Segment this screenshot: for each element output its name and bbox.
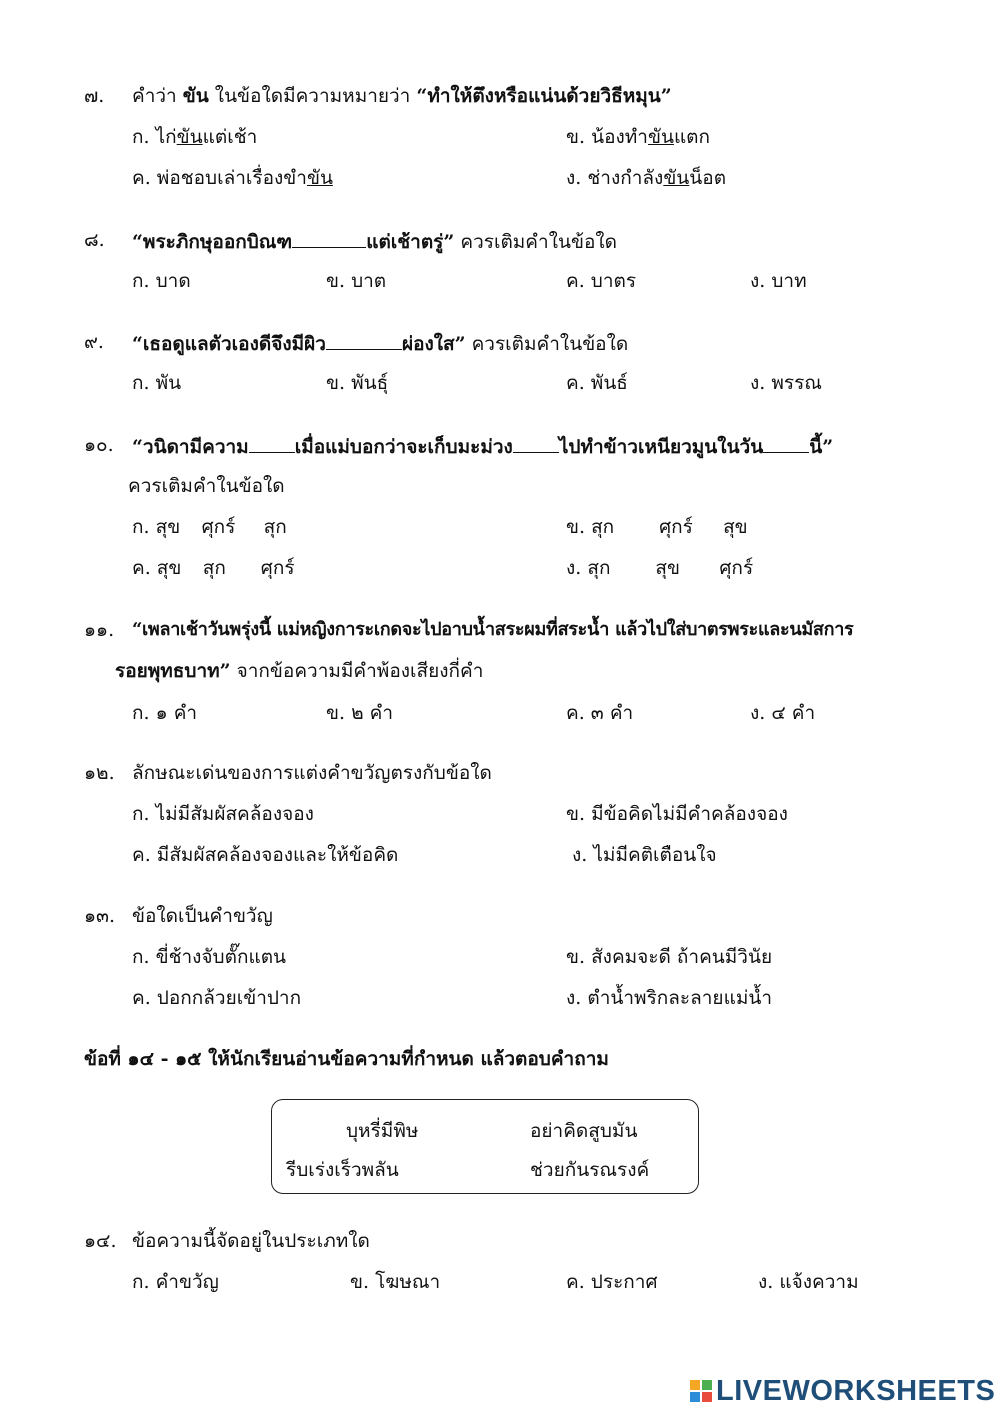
question-14-stem: ข้อความนี้จัดอยู่ในประเภทใด [132, 1230, 370, 1252]
question-7-number: ๗. [84, 85, 105, 107]
q7-option-b[interactable] [566, 124, 710, 150]
option-text: พันธุ์ [351, 372, 389, 394]
option-word: ศุกร์ [260, 557, 295, 579]
question-13-stem: ข้อใดเป็นคำขวัญ [132, 905, 273, 927]
stem-text: “พระภิกษุออกบิณฑ [132, 231, 293, 253]
question-11-number: ๑๑. [84, 619, 115, 641]
stem-text: “เธอดูแลตัวเองดีจึงมีผิว [132, 333, 326, 355]
option-text: พรรณ [771, 372, 822, 394]
q12-option-c[interactable] [132, 842, 398, 868]
option-text: ๓ คำ [590, 702, 634, 724]
option-label: ข. [566, 126, 586, 148]
slogan-line1-part2: อย่าคิดสูบมัน [530, 1120, 638, 1142]
option-label: ค. [132, 167, 151, 189]
slogan-line1-part1: บุหรี่มีพิษ [346, 1120, 419, 1142]
liveworksheets-logo[interactable] [690, 1374, 995, 1408]
option-word: สุข [156, 557, 182, 579]
option-label: ค. [566, 372, 585, 394]
stem-text: ควรเติมคำในข้อใด [454, 231, 617, 253]
stem-text: นี้” [809, 436, 834, 458]
answer-blank[interactable] [292, 227, 366, 248]
option-label: ง. [566, 557, 582, 579]
option-text: ตำน้ำพริกละลายแม่น้ำ [587, 987, 772, 1009]
option-text: ไม่มีคติเตือนใจ [593, 844, 717, 866]
q12-option-b[interactable] [566, 801, 788, 827]
option-word: สุก [263, 516, 287, 538]
option-text: ปอกกล้วยเข้าปาก [156, 987, 302, 1009]
question-14-number: ๑๔. [84, 1230, 117, 1252]
option-text: ๔ คำ [771, 702, 816, 724]
option-text: สังคมจะดี ถ้าคนมีวินัย [591, 946, 773, 968]
question-9-stem [132, 329, 628, 357]
option-underlined-word: ขัน [663, 167, 690, 189]
logo-square-icon [690, 1380, 700, 1390]
option-label: ง. [750, 372, 766, 394]
q8-option-a[interactable] [132, 268, 191, 294]
q7-option-c[interactable] [132, 165, 333, 191]
slogan-line2-part1: รีบเร่งเร็วพลัน [286, 1159, 399, 1181]
q10-option-a[interactable] [132, 514, 287, 540]
q11-option-b[interactable] [326, 700, 393, 726]
stem-keyword: ขัน [182, 85, 209, 107]
q10-option-c[interactable] [132, 555, 295, 581]
option-label: ข. [326, 372, 346, 394]
q13-option-b[interactable] [566, 944, 772, 970]
option-text: แตก [673, 126, 711, 148]
stem-text: ผ่องใส” [401, 333, 466, 355]
question-8-stem [132, 227, 617, 255]
option-text: บาท [771, 270, 807, 292]
option-label: ก. [132, 1271, 150, 1293]
answer-blank-2[interactable] [513, 432, 559, 453]
answer-blank-3[interactable] [763, 432, 809, 453]
q11-option-a[interactable] [132, 700, 197, 726]
q8-option-c[interactable] [566, 268, 636, 294]
q13-option-d[interactable] [566, 985, 772, 1011]
option-label: ก. [132, 516, 150, 538]
option-label: ข. [326, 270, 346, 292]
option-text: มีสัมผัสคล้องจองและให้ข้อคิด [156, 844, 399, 866]
option-label: ง. [750, 702, 766, 724]
option-label: ค. [132, 987, 151, 1009]
q14-option-b[interactable] [350, 1269, 440, 1295]
option-word: สุก [587, 557, 611, 579]
option-text: มีข้อคิดไม่มีคำคล้องจอง [591, 803, 788, 825]
option-label: ก. [132, 946, 150, 968]
option-text: คำขวัญ [155, 1271, 219, 1293]
option-label: ค. [566, 702, 585, 724]
option-word: ศุกร์ [719, 557, 754, 579]
question-12-stem: ลักษณะเด่นของการแต่งคำขวัญตรงกับข้อใด [132, 762, 492, 784]
option-text: ไม่มีสัมผัสคล้องจอง [155, 803, 314, 825]
question-13-number: ๑๓. [84, 905, 116, 927]
logo-square-icon [702, 1380, 712, 1390]
option-label: ง. [566, 987, 582, 1009]
q11-option-d[interactable] [750, 700, 815, 726]
answer-blank[interactable] [326, 329, 402, 350]
q11-option-c[interactable] [566, 700, 633, 726]
q10-option-b[interactable] [566, 514, 748, 540]
option-text: ๑ คำ [155, 702, 198, 724]
stem-text: ควรเติมคำในข้อใด [465, 333, 629, 355]
option-text: ช่างกำลัง [587, 167, 664, 189]
q7-option-d[interactable] [566, 165, 726, 191]
q13-option-c[interactable] [132, 985, 301, 1011]
q14-option-c[interactable] [566, 1269, 658, 1295]
option-label: ง. [750, 270, 766, 292]
option-word: สุก [202, 557, 226, 579]
option-text: พัน [155, 372, 182, 394]
stem-text: จากข้อความมีคำพ้องเสียงกี่คำ [230, 660, 484, 682]
option-label: ง. [572, 844, 588, 866]
q8-option-b[interactable] [326, 268, 386, 294]
question-10-stem-line2: ควรเติมคำในข้อใด [128, 475, 285, 497]
question-10-number: ๑๐. [84, 434, 114, 456]
option-word: ศุกร์ [201, 516, 236, 538]
option-underlined-word: ขัน [647, 126, 674, 148]
q9-option-c[interactable] [566, 370, 628, 396]
q7-option-a[interactable] [132, 124, 257, 150]
q8-option-d[interactable] [750, 268, 807, 294]
q14-option-a[interactable] [132, 1269, 219, 1295]
option-text: ประกาศ [590, 1271, 658, 1293]
option-underlined-word: ขัน [306, 167, 333, 189]
slogan-line2-part2: ช่วยกันรณรงค์ [530, 1159, 650, 1181]
stem-text: คำว่า [132, 85, 183, 107]
option-word: สุข [155, 516, 181, 538]
option-word: สุข [723, 516, 748, 538]
option-text: น็อต [689, 167, 727, 189]
stem-text: ไปทำข้าวเหนียวมูนในวัน [558, 436, 764, 458]
question-10-stem [132, 432, 833, 460]
stem-text: “วนิดามีความ [132, 436, 249, 458]
option-label: ง. [758, 1271, 774, 1293]
stem-text: รอยพุทธบาท” [115, 660, 231, 682]
question-11-stem-line2 [115, 658, 483, 684]
question-7-stem [132, 83, 672, 109]
question-12-number: ๑๒. [84, 762, 115, 784]
stem-text: เมื่อแม่บอกว่าจะเก็บมะม่วง [294, 436, 513, 458]
option-label: ข. [566, 946, 586, 968]
option-label: ค. [132, 557, 151, 579]
option-label: ก. [132, 126, 150, 148]
q12-option-d[interactable] [572, 842, 717, 868]
option-underlined-word: ขัน [176, 126, 203, 148]
stem-text: ในข้อใดมีความหมายว่า [208, 85, 417, 107]
option-text: บาด [155, 270, 191, 292]
option-label: ก. [132, 372, 150, 394]
option-text: แต่เช้า [202, 126, 258, 148]
q14-option-d[interactable] [758, 1269, 859, 1295]
option-label: ก. [132, 270, 150, 292]
option-label: ก. [132, 803, 150, 825]
q9-option-d[interactable] [750, 370, 822, 396]
option-word: ศุกร์ [659, 516, 693, 538]
question-11-stem-line1: “เพลาเช้าวันพรุ่งนี้ แม่หญิงการะเกดจะไปอาบน้ำสระผมที่สระน้ำ แล้วไปใส่บาตรพระและนมัสการ [132, 619, 854, 640]
option-text: พันธ์ [590, 372, 628, 394]
q13-option-a[interactable] [132, 944, 286, 970]
logo-square-icon [702, 1392, 712, 1402]
option-word: สุข [655, 557, 680, 579]
option-label: ข. [350, 1271, 370, 1293]
instruction-14-15: ข้อที่ ๑๔ - ๑๕ ให้นักเรียนอ่านข้อความที่กำหนด แล้วตอบคำถาม [84, 1048, 609, 1070]
option-label: ค. [566, 270, 585, 292]
option-text: ไก่ [155, 126, 177, 148]
liveworksheets-brand: LIVEWORKSHEETS [716, 1374, 996, 1407]
stem-definition: “ทำให้ตึงหรือแน่นด้วยวิธีหมุน” [416, 85, 672, 107]
slogan-box [271, 1099, 699, 1194]
option-label: ข. [326, 702, 346, 724]
option-text: โฆษณา [375, 1271, 441, 1293]
option-text: พ่อชอบเล่าเรื่องขำ [156, 167, 307, 189]
q9-option-a[interactable] [132, 370, 181, 396]
question-9-number: ๙. [84, 331, 104, 353]
option-text: บาต [351, 270, 387, 292]
q12-option-a[interactable] [132, 801, 314, 827]
option-text: บาตร [590, 270, 637, 292]
option-label: ข. [566, 516, 586, 538]
option-label: ค. [566, 1271, 585, 1293]
option-word: สุก [591, 516, 615, 538]
stem-text: แต่เช้าตรู่” [366, 231, 455, 253]
option-text: ขี่ช้างจับตั๊กแตน [155, 946, 287, 968]
option-label: ก. [132, 702, 150, 724]
option-text: ๒ คำ [351, 702, 394, 724]
option-text: แจ้งความ [779, 1271, 859, 1293]
question-8-number: ๘. [84, 229, 105, 251]
q10-option-d[interactable] [566, 555, 753, 581]
answer-blank-1[interactable] [249, 432, 295, 453]
logo-square-icon [690, 1392, 700, 1402]
option-label: ง. [566, 167, 582, 189]
liveworksheets-logo-icon [690, 1380, 712, 1402]
option-label: ข. [566, 803, 586, 825]
q9-option-b[interactable] [326, 370, 388, 396]
option-text: น้องทำ [591, 126, 648, 148]
option-label: ค. [132, 844, 151, 866]
